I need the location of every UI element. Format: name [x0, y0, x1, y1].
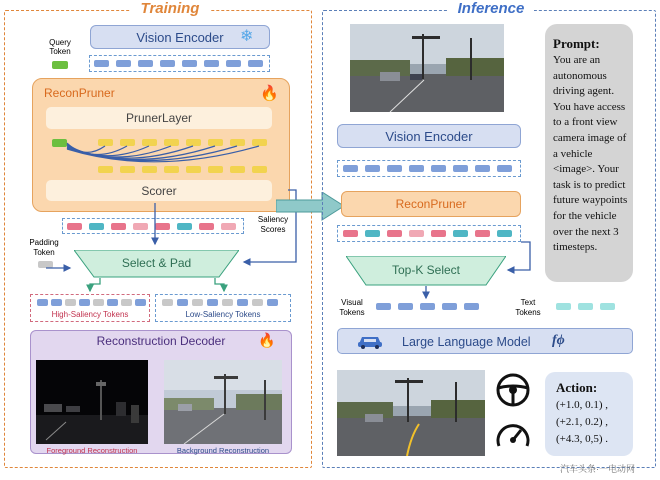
llm-symbol: fϕ: [552, 333, 565, 348]
prompt-title: Prompt:: [553, 36, 600, 51]
select-pad-label: Select & Pad: [121, 256, 192, 270]
reconstruction-decoder-label: Reconstruction Decoder: [96, 334, 226, 348]
padding-token-label: Padding Token: [29, 238, 59, 257]
pruner-layer-label: PrunerLayer: [125, 111, 193, 125]
foreground-reconstruction-label: Foreground Reconstruction: [46, 446, 138, 455]
speedometer-icon: [495, 418, 531, 452]
low-saliency-label: Low-Saliency Tokens: [185, 310, 261, 319]
fire-icon: 🔥: [260, 85, 279, 102]
text-token-row: [556, 303, 626, 313]
watermark: 汽车头条·一电动网: [560, 464, 635, 474]
prompt-body: You are an autonomous driving agent. You have access to a front view camera image of a vehicle <image>. Your task is to predict future waypoints for the vehicle over the next 3 timesteps.: [553, 54, 628, 254]
action-item-2: (+2.1, 0.2) ,: [556, 416, 609, 428]
inference-input-image: [350, 24, 504, 112]
inference-vision-encoder-label: Vision Encoder: [385, 128, 473, 144]
query-token-label: Query Token: [49, 38, 71, 56]
action-item-3: (+4.3, 0,5) .: [556, 433, 609, 445]
action-title: Action:: [556, 380, 598, 395]
visual-tokens-label: Visual Tokens: [339, 298, 365, 317]
inference-reconpruner-label: ReconPruner: [395, 197, 467, 211]
visual-token-row: [376, 303, 486, 313]
training-title: Training: [130, 0, 210, 17]
car-icon: [356, 332, 384, 350]
scorer-label: Scorer: [141, 183, 177, 198]
fire-icon: 🔥: [258, 332, 276, 348]
foreground-reconstruction-image: [36, 360, 148, 444]
action-item-1: (+1.0, 0.1) ,: [556, 399, 609, 411]
background-reconstruction-label: Background Reconstruction: [176, 446, 270, 455]
llm-label: Large Language Model: [402, 335, 531, 349]
background-reconstruction-image: [164, 360, 282, 444]
snowflake-icon: ❄: [240, 28, 254, 45]
saliency-scores-label: Saliency Scores: [257, 215, 289, 234]
inference-title: Inference: [448, 0, 534, 17]
high-saliency-label: High-Saliency Tokens: [51, 310, 129, 319]
training-vision-encoder-label: Vision Encoder: [136, 29, 224, 45]
topk-label: Top-K Select: [391, 263, 461, 277]
text-tokens-label: Text Tokens: [515, 298, 541, 317]
training-reconpruner-label: ReconPruner: [44, 86, 115, 100]
steering-wheel-icon: [495, 372, 531, 408]
inference-output-image: [337, 370, 485, 456]
